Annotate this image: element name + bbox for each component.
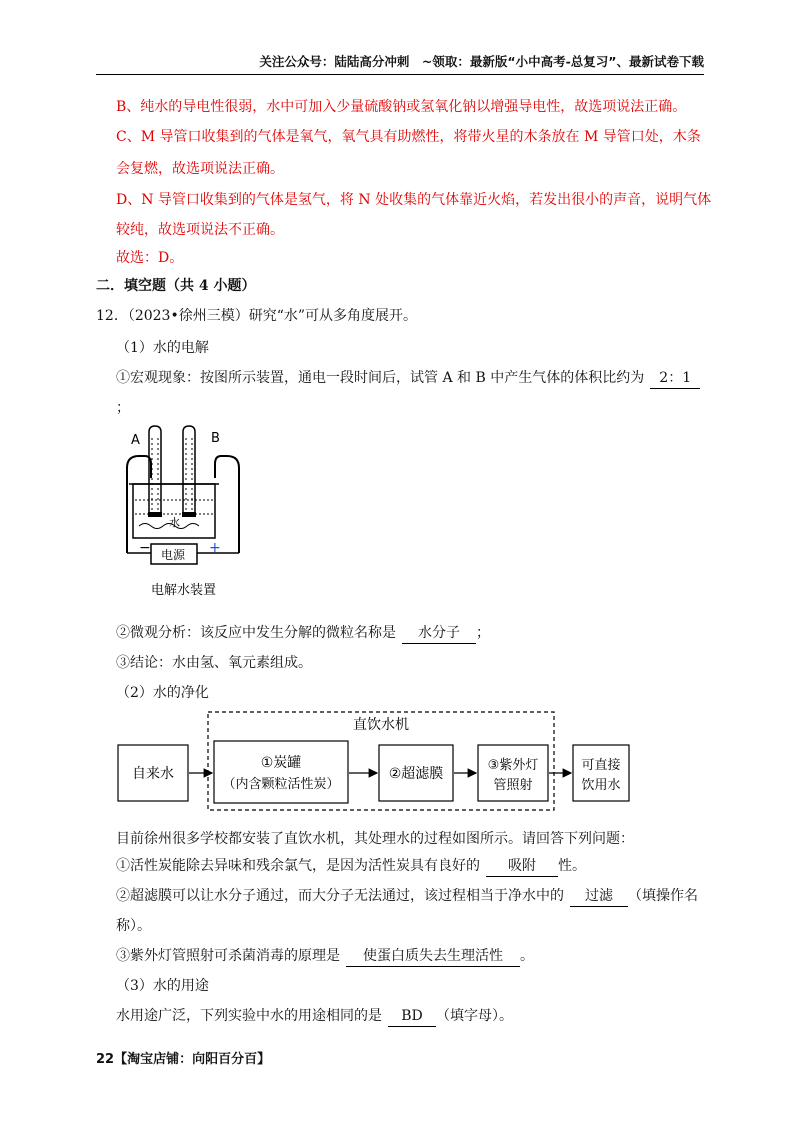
box-carbon-tank — [214, 741, 348, 803]
p2-item2-end: （填操作名 — [628, 888, 698, 904]
answer-conclusion: 故选：D。 — [116, 250, 184, 266]
figure-caption: 电解水装置 — [151, 583, 217, 598]
part2-title: （2）水的净化 — [116, 685, 209, 701]
plus-label: + — [209, 540, 221, 556]
p2-item3-answer: 使蛋白质失去生理活性 — [346, 946, 520, 967]
part3-answer: BD — [388, 1006, 436, 1027]
item2-prefix: ②微观分析：该反应中发生分解的微粒名称是 — [116, 625, 396, 641]
item2 — [116, 623, 490, 644]
item1-end: ； — [116, 400, 130, 416]
p2-item2-cont: 称）。 — [116, 918, 151, 934]
box-drinkable-line1: 可直接 — [581, 758, 621, 773]
p2-item2-answer: 过滤 — [570, 886, 628, 907]
page-footer — [96, 1048, 270, 1067]
question-header — [96, 306, 417, 326]
group-label: 直饮水机 — [353, 717, 409, 733]
p2-item1-answer: 吸附 — [486, 856, 558, 877]
box-uv-lamp-line2: 管照射 — [493, 778, 533, 793]
question-number: 12． — [96, 308, 128, 324]
tube-b-label: B — [211, 431, 220, 446]
page-number: 22 — [96, 1052, 115, 1067]
page-header — [96, 52, 704, 75]
shop-label: 【淘宝店铺：向阳百分百】 — [114, 1052, 271, 1067]
box-drinkable-line2: 饮用水 — [581, 778, 621, 793]
question-source: （2023•徐州三模）研究“水”可从多角度展开。 — [127, 308, 418, 324]
tube-a-label: A — [131, 433, 140, 448]
box-uv-lamp-line1: ③紫外灯 — [487, 758, 539, 773]
power-label: 电源 — [161, 548, 186, 562]
p2-item2-prefix: ②超滤膜可以让水分子通过，而大分子无法通过，该过程相当于净水中的 — [116, 888, 564, 904]
part3-prefix: 水用途广泛，下列实验中水的用途相同的是 — [116, 1008, 382, 1024]
purification-flow-diagram — [112, 710, 632, 814]
item1 — [116, 368, 700, 389]
electrolysis-figure — [105, 418, 245, 600]
part1-title: （1）水的电解 — [116, 340, 209, 356]
item1-answer: 2：1 — [650, 368, 700, 389]
p2-item1-prefix: ①活性炭能除去异味和残余氯气，是因为活性炭具有良好的 — [116, 858, 480, 874]
part3-title: （3）水的用途 — [116, 978, 209, 994]
minus-label: − — [139, 540, 151, 556]
answer-line-d: D、N 导管口收集到的气体是氢气，将 N 处收集的气体靠近火焰，若发出很小的声音，说明气体 — [116, 192, 712, 208]
item1-prefix: ①宏观现象：按图所示装置，通电一段时间后，试管 A 和 B 中产生气体的体积比约为 — [116, 370, 645, 386]
answer-line-b: B、纯水的导电性很弱，水中可加入少量硫酸钠或氢氧化钠以增强导电性，故选项说法正确。 — [116, 99, 687, 115]
p2-item1-end: 性。 — [558, 858, 586, 874]
part3-question — [116, 1006, 513, 1027]
box-carbon-tank-line2: （内含颗粒活性炭） — [222, 777, 340, 792]
answer-line-c: C、M 导管口收集到的气体是氧气，氧气具有助燃性，将带火星的木条放在 M 导管口处，木条 — [116, 129, 701, 145]
item2-answer: 水分子 — [402, 623, 476, 644]
section-title: 二．填空题（共 4 小题） — [96, 278, 256, 294]
box-ultrafiltration-label: ②超滤膜 — [388, 766, 444, 782]
header-text: 关注公众号：陆陆高分冲刺 ~领取：最新版“小中高考-总复习”、最新试卷下载 — [259, 54, 704, 69]
answer-line-d-cont: 较纯，故选项说法不正确。 — [116, 222, 284, 238]
p2-item3-end: 。 — [520, 948, 534, 964]
item2-end: ； — [476, 625, 490, 641]
part2-intro: 目前徐州很多学校都安装了直饮水机，其处理水的过程如图所示。请回答下列问题： — [116, 831, 634, 847]
answer-line-c-cont: 会复燃，故选项说法正确。 — [116, 161, 284, 177]
p2-item2 — [116, 886, 698, 907]
box-tap-water-label: 自来水 — [132, 766, 174, 782]
box-carbon-tank-line1: ①炭罐 — [260, 755, 302, 771]
item3: ③结论：水由氢、氧元素组成。 — [116, 655, 312, 671]
part3-end: （填字母）。 — [436, 1008, 513, 1024]
p2-item1 — [116, 856, 586, 877]
p2-item3-prefix: ③紫外灯管照射可杀菌消毒的原理是 — [116, 948, 340, 964]
water-label: 水 — [169, 516, 180, 529]
p2-item3 — [116, 946, 534, 967]
